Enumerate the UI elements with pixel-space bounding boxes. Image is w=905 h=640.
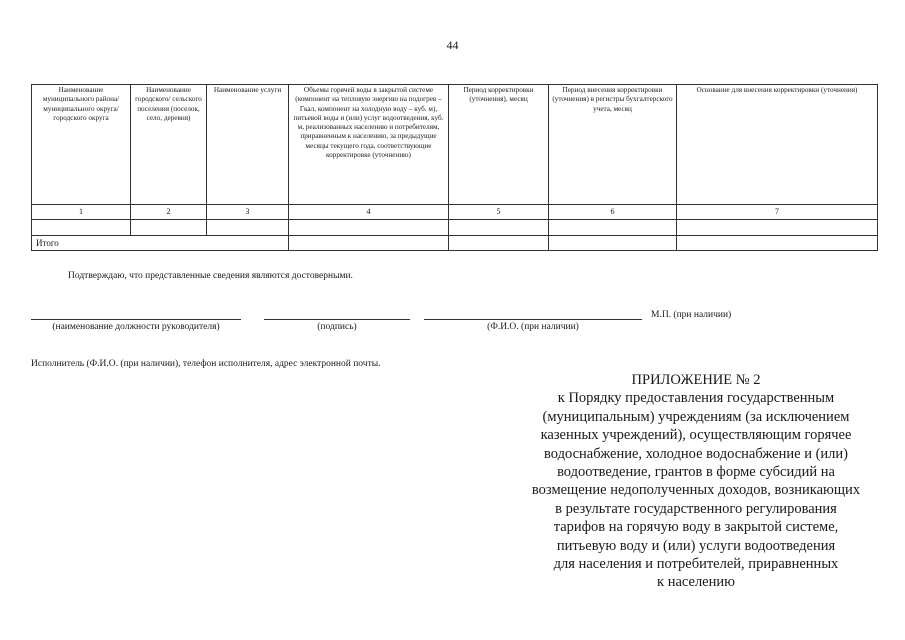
correction-table <box>31 84 878 251</box>
table-cell <box>677 236 878 251</box>
appendix-line: возмещение недополученных доходов, возникающих <box>531 482 861 499</box>
appendix-title: ПРИЛОЖЕНИЕ № 2 <box>631 372 761 388</box>
table-cell <box>449 220 549 236</box>
appendix-line: питьевую воду и (или) услуги водоотведения <box>556 537 836 554</box>
header-correction-period: Период корректировки (уточнения), месяц <box>449 85 549 205</box>
appendix-line: для населения и потребителей, приравненных <box>553 556 839 573</box>
header-volumes: Объемы горячей воды в закрытой системе (компонент на тепловую энергию на подогрев – Гкал, компонент на холодную воду – куб. м), питьевой воды и (или) услуг водоотведения, куб. м, реализованных населению и потребителям, приравненным к населению, за предыдущие месяцы текущего года, соответствующие корректировке (уточнению) <box>289 85 449 205</box>
position-signature-line <box>31 319 241 320</box>
appendix-line: тарифов на горячую воду в закрытой системе, <box>553 519 839 536</box>
table-header-row <box>32 85 878 205</box>
appendix-line: казенных учреждений), осуществляющим горячее <box>540 427 852 444</box>
appendix-block <box>505 371 887 592</box>
column-number: 7 <box>677 205 878 220</box>
table-cell <box>677 220 878 236</box>
table-cell <box>449 236 549 251</box>
total-row <box>32 236 878 251</box>
column-number-row <box>32 205 878 220</box>
confirmation-text: Подтверждаю, что представленные сведения являются достоверными. <box>68 271 353 281</box>
appendix-line: водоснабжение, холодное водоснабжение и (или) <box>544 445 848 462</box>
total-label: Итого <box>32 236 289 251</box>
page-number: 44 <box>446 38 459 52</box>
appendix-line: к населению <box>657 574 735 591</box>
column-number: 2 <box>131 205 207 220</box>
column-number: 1 <box>32 205 131 220</box>
appendix-line: в результате государственного регулирования <box>555 500 837 517</box>
appendix-line: водоотведение, грантов в форме субсидий на <box>557 464 835 481</box>
header-municipality: Наименование муниципального района/ муниципального округа/ городского округа <box>32 85 131 205</box>
executor-text: Исполнитель (Ф.И.О. (при наличии), телефон исполнителя, адрес электронной почты. <box>31 359 381 369</box>
signature-line <box>264 319 410 320</box>
signature-label: (подпись) <box>317 322 357 332</box>
table-cell <box>207 220 289 236</box>
table-cell <box>549 220 677 236</box>
appendix-line: (муниципальным) учреждениям (за исключением <box>542 408 850 425</box>
column-number: 3 <box>207 205 289 220</box>
table-cell <box>289 220 449 236</box>
table-cell <box>32 220 131 236</box>
table-cell <box>131 220 207 236</box>
stamp-label: М.П. (при наличии) <box>651 310 732 320</box>
table-cell <box>289 236 449 251</box>
table-cell <box>549 236 677 251</box>
column-number: 5 <box>449 205 549 220</box>
table-row <box>32 220 878 236</box>
column-number: 4 <box>289 205 449 220</box>
column-number: 6 <box>549 205 677 220</box>
header-correction-basis: Основание для внесения корректировки (уточнения) <box>677 85 878 205</box>
header-accounting-period: Период внесения корректировки (уточнения) в регистры бухгалтерского учета, месяц <box>549 85 677 205</box>
appendix-line: к Порядку предоставления государственным <box>557 390 835 407</box>
name-label: (Ф.И.О. (при наличии) <box>487 322 579 332</box>
position-label: (наименование должности руководителя) <box>52 322 220 332</box>
header-service: Наименование услуги <box>207 85 289 205</box>
header-settlement: Наименование городского/ сельского поселения (поселок, село, деревня) <box>131 85 207 205</box>
name-signature-line <box>424 319 642 320</box>
